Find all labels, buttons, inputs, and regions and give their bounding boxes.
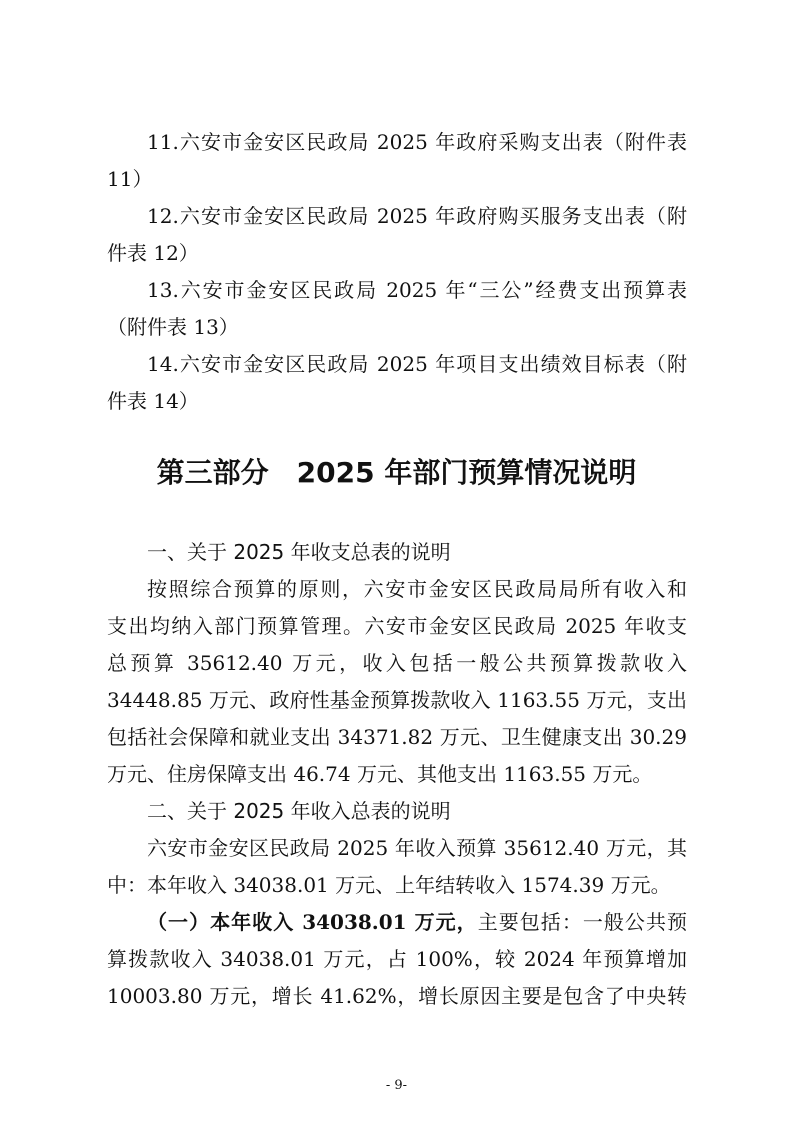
section2-heading: 二、关于 2025 年收入总表的说明 [147,799,451,823]
section-title-text: 2025 年部门预算情况说明 [296,456,637,489]
section1-line: 万元、住房保障支出 46.74 万元、其他支出 1163.55 万元。 [107,762,653,786]
section-title [0,453,793,493]
list-item-14-line1: 14.六安市金安区民政局 2025 年项目支出绩效目标表（附 [147,352,687,376]
section2-paragraph-line [147,907,687,937]
list-item-11-line1: 11.六安市金安区民政局 2025 年政府采购支出表（附件表 [147,130,687,154]
section2-para-rest: 主要包括：一般公共预 [477,910,687,934]
list-item-13-line1: 13.六安市金安区民政局 2025 年“三公”经费支出预算表 [147,278,687,302]
list-item-13-line2: （附件表 13） [107,315,239,339]
section1-line: 按照综合预算的原则，六安市金安区民政局局所有收入和 [147,577,687,601]
section1-heading: 一、关于 2025 年收支总表的说明 [147,540,451,564]
section-title-part: 第三部分 [156,456,269,489]
section2-line: 10003.80 万元，增长 41.62%，增长原因主要是包含了中央转 [107,984,687,1008]
section2-bold-lead: （一）本年收入 34038.01 万元， [147,910,478,934]
list-item-12-line1: 12.六安市金安区民政局 2025 年政府购买服务支出表（附 [147,204,687,228]
list-item-11-line2: 11） [107,167,153,191]
section2-line: 六安市金安区民政局 2025 年收入预算 35612.40 万元，其 [147,836,687,860]
section1-line: 支出均纳入部门预算管理。六安市金安区民政局 2025 年收支 [107,614,687,638]
section2-line: 中：本年收入 34038.01 万元、上年结转收入 1574.39 万元。 [107,873,671,897]
page-number: - 9- [385,1078,408,1093]
section1-line: 包括社会保障和就业支出 34371.82 万元、卫生健康支出 30.29 [107,725,687,749]
section1-line: 总预算 35612.40 万元，收入包括一般公共预算拨款收入 [107,651,687,675]
section1-line: 34448.85 万元、政府性基金预算拨款收入 1163.55 万元，支出 [107,688,687,712]
list-item-14-line2: 件表 14） [107,389,199,413]
section2-line: 算拨款收入 34038.01 万元，占 100%，较 2024 年预算增加 [107,947,687,971]
list-item-12-line2: 件表 12） [107,241,199,265]
